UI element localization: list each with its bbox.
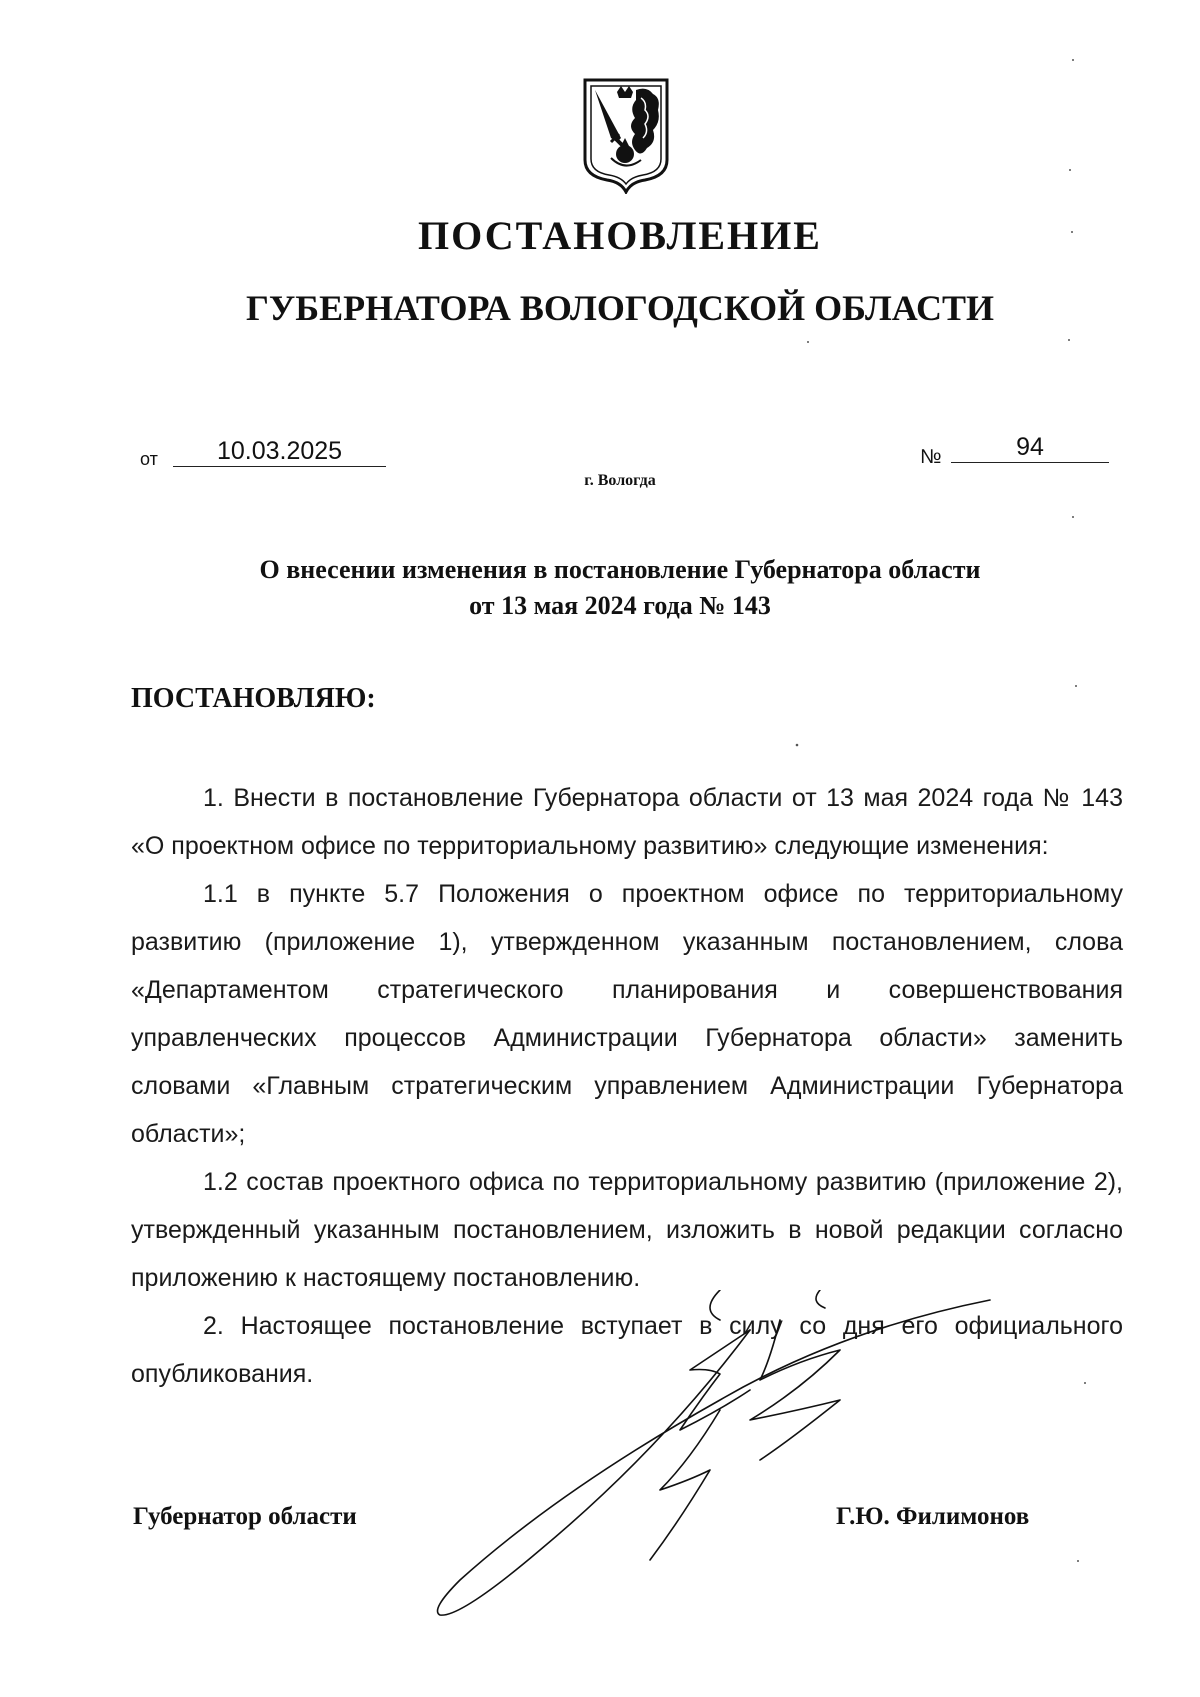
- handwritten-signature: [420, 1290, 1020, 1620]
- signatory-name: Г.Ю. Филимонов: [836, 1503, 1030, 1530]
- number-label: №: [920, 446, 942, 468]
- paragraph-2: 2. Настоящее постановление вступает в силу со дня его официального опубликования.: [131, 1312, 1123, 1388]
- document-type-title: ПОСТАНОВЛЕНИЕ: [418, 213, 822, 258]
- subject-line-2: от 13 мая 2024 года № 143: [469, 591, 771, 620]
- document-subject: [150, 552, 1090, 624]
- paragraph-1-2: 1.2 состав проектного офиса по территориальному развитию (приложение 2), утвержденный указанным постановлением, изложить в новой редакции согласно приложению к настоящему постановлению.: [131, 1168, 1123, 1292]
- paragraph-1: 1. Внести в постановление Губернатора области от 13 мая 2024 года № 143 «О проектном офисе по территориальному развитию» следующие изменения:: [131, 784, 1123, 860]
- issuer-title: ГУБЕРНАТОРА ВОЛОГОДСКОЙ ОБЛАСТИ: [245, 288, 995, 328]
- signatory-role: Губернатор области: [133, 1503, 357, 1530]
- coat-of-arms-icon: [581, 76, 671, 194]
- date-label: от: [140, 449, 158, 469]
- paragraph-1-1: 1.1 в пункте 5.7 Положения о проектном офисе по территориальному развитию (приложение 1), утвержденном указанным постановлением, слова «Департаментом стратегического планирования и совершенствования управленческих процессов Администрации Губернатора области» заменить словами «Главным стратегическим управлением Администрации Губернатора области»;: [131, 880, 1123, 1148]
- document-date: 10.03.2025: [173, 436, 386, 467]
- document-number: 94: [951, 432, 1109, 463]
- order-heading: ПОСТАНОВЛЯЮ:: [131, 683, 376, 714]
- subject-line-1: О внесении изменения в постановление Губернатора области: [259, 555, 981, 584]
- city-label: г. Вологда: [584, 472, 656, 489]
